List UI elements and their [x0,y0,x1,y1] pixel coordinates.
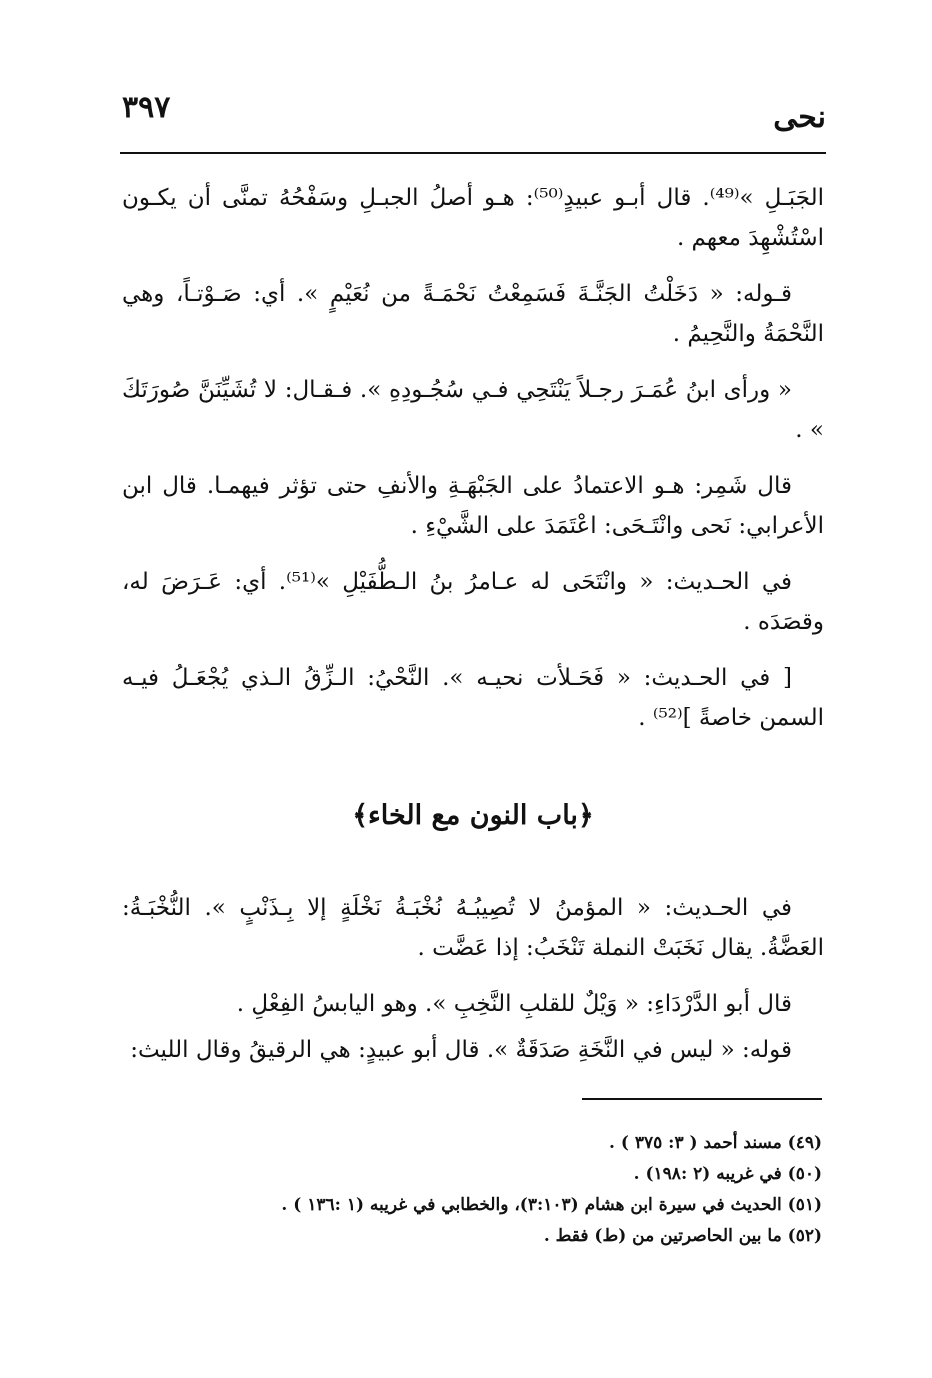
paragraph: [ في الحـديث: « فَحَـلأت نحيـه ». النَّحْيُ: الـزِّقُ الـذي يُجْعَـلُ فيـه السمن خاصةً ]⁽⁵²⁾ . [122,665,824,731]
footnote-50: (٥٠) في غريبه (٢ :١٩٨) . [633,1164,822,1184]
page-header [120,84,826,154]
footnote-51: (٥١) الحديث في سيرة ابن هشام (٣:١٠٣)، والخطابي في غريبه (١ :١٣٦ ) . [281,1195,822,1215]
entry-word-heading: نحى [773,100,826,135]
main-text [122,178,824,754]
paragraph: « ورأى ابنُ عُمَـرَ رجـلاً يَنْتَحِي فـي سُجُـودِهِ ». فـقـال: لا تُشَيِّنَنَّ صُورَتَكَ » . [122,377,824,443]
chapter-title: ﴿باب النون مع الخاء﴾ [352,800,594,831]
paragraph: الجَبَـلِ »⁽⁴⁹⁾. قال أبـو عبيدٍ⁽⁵⁰⁾: هـو أصلُ الجبـلِ وسَفْحُهُ تمنَّى أن يكـون اسْتُشْهِدَ معهم . [122,185,824,251]
footnote-52: (٥٢) ما بين الحاصرتين من (ط) فقط . [543,1226,822,1246]
paragraph: في الحـديث: « وانْتَحَى له عـامرُ بنُ الـطُّفَيْلِ »⁽⁵¹⁾. أي: عَـرَضَ له، وقصَدَه . [122,569,824,635]
main-text-continued [122,888,824,1076]
footnote-divider [582,1098,822,1100]
paragraph: قال شَمِر: هـو الاعتمادُ على الجَبْهَـةِ والأنفِ حتى تؤثر فيهمـا. قال ابن الأعرابي: نَحى وانْتَـحَى: اعْتَمَدَ على الشَّيْءِ . [122,473,824,539]
paragraph: في الحـديث: « المؤمنُ لا تُصِيبُـهُ نُخْبَـةُ نَخْلَةٍ إلا بِـذَنْبٍ ». النُّخْبَـةُ: العَضَّةُ. يقال نَخَبَتْ النملة تَنْخَبُ: إذا عَضَّت . [122,895,824,961]
page-number: ٣٩٧ [122,90,171,125]
paragraph: قوله: « ليس في النَّخَةِ صَدَقَةٌ ». قال أبو عبيدٍ: هي الرقيقُ وقال الليث: [130,1037,792,1063]
footnotes [122,1128,822,1252]
paragraph: قـوله: « دَخَلْتُ الجَنَّـةَ فَسَمِعْتُ نَحْمَـةً من نُعَيْمٍ ». أي: صَـوْتـاً، وهي النَّحْمَةُ والنَّحِيمُ . [122,281,824,347]
paragraph: قال أبو الدَّرْدَاءِ: « وَيْلٌ للقلبِ النَّخِبِ ». وهو اليابسُ الفِعْلِ . [236,991,792,1017]
footnote-49: (٤٩) مسند أحمد ( ٣: ٣٧٥ ) . [609,1133,822,1153]
